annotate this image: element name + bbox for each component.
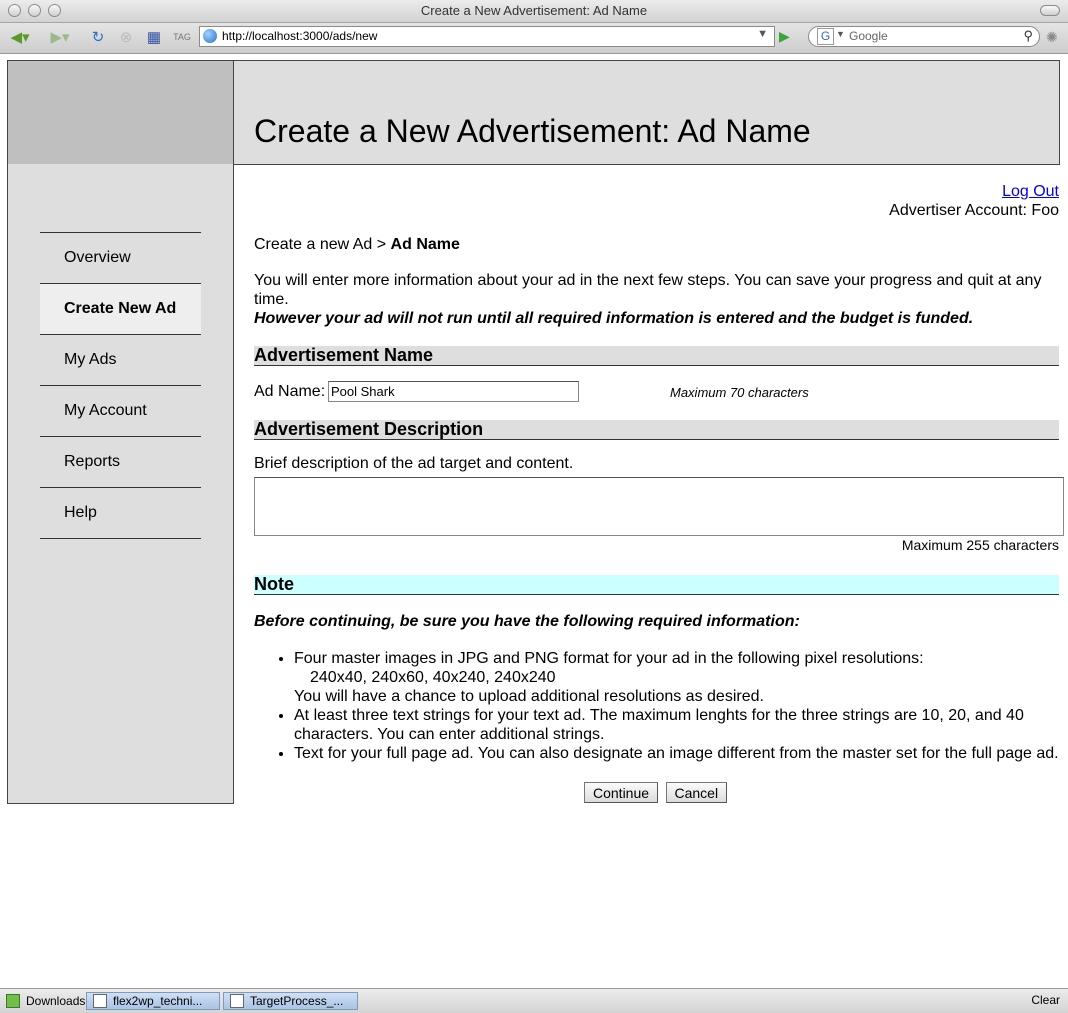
- description-textarea[interactable]: [254, 477, 1064, 536]
- logout-link[interactable]: Log Out: [1002, 183, 1059, 200]
- page-title: Create a New Advertisement: Ad Name: [254, 113, 811, 149]
- ad-name-input[interactable]: [328, 381, 579, 402]
- downloads-button[interactable]: [6, 992, 85, 1010]
- stop-icon[interactable]: ⊗: [119, 29, 133, 46]
- clear-button[interactable]: Clear: [1031, 993, 1060, 1007]
- search-input[interactable]: Google: [849, 29, 888, 43]
- breadcrumb-current: Ad Name: [390, 236, 460, 253]
- downloads-label: Downloads: [26, 994, 86, 1008]
- description-label: Brief description of the ad target and content.: [254, 455, 574, 472]
- intro-text: [254, 271, 1054, 328]
- window-titlebar: [0, 0, 1068, 23]
- download-item-flex2wp[interactable]: [86, 992, 220, 1010]
- cancel-button[interactable]: Cancel: [666, 782, 728, 803]
- section-heading-note: Note: [254, 575, 1059, 595]
- form-buttons: [584, 782, 730, 803]
- document-icon: [230, 994, 244, 1008]
- window-title: Create a New Advertisement: Ad Name: [420, 3, 648, 18]
- go-icon[interactable]: ▶: [779, 28, 790, 44]
- reload-icon[interactable]: ↻: [91, 29, 105, 46]
- requirements-list: [254, 649, 1068, 763]
- globe-icon: [203, 29, 217, 43]
- page-header: [233, 60, 1060, 165]
- back-icon[interactable]: ◀▾: [10, 29, 30, 46]
- breadcrumb: [254, 236, 460, 254]
- loading-spinner-icon: ✺: [1046, 29, 1058, 45]
- download-item-label: flex2wp_techni...: [113, 994, 203, 1008]
- sidebar: [7, 164, 234, 804]
- ad-name-hint: Maximum 70 characters: [670, 385, 809, 400]
- breadcrumb-prefix: Create a new Ad >: [254, 236, 387, 253]
- search-icon[interactable]: ⚲: [1023, 28, 1033, 43]
- document-icon: [93, 994, 107, 1008]
- sidebar-item-my-account[interactable]: My Account: [40, 386, 201, 437]
- section-heading-name: Advertisement Name: [254, 346, 1059, 366]
- sidebar-item-help[interactable]: Help: [40, 488, 201, 539]
- intro-warning: However your ad will not run until all required information is entered and the budget is funded.: [254, 310, 974, 327]
- sidebar-item-my-ads[interactable]: My Ads: [40, 335, 201, 386]
- requirement-images: Four master images in JPG and PNG format for your ad in the following pixel resolutions:: [294, 650, 924, 667]
- sidebar-item-create-new-ad[interactable]: Create New Ad: [40, 284, 201, 335]
- search-engine-dropdown-icon[interactable]: ▼: [836, 29, 845, 39]
- list-item: [294, 744, 1068, 763]
- requirement-full-page: Text for your full page ad. You can also designate an image different from the master set for the full page ad.: [294, 745, 1059, 762]
- web-page: [0, 54, 1068, 984]
- account-label: Advertiser Account: Foo: [889, 202, 1059, 219]
- description-hint: Maximum 255 characters: [901, 537, 1059, 553]
- url-bar[interactable]: [199, 26, 775, 47]
- browser-toolbar: [0, 23, 1068, 54]
- list-item: [294, 649, 1068, 706]
- sidebar-item-reports[interactable]: Reports: [40, 437, 201, 488]
- sidebar-item-overview[interactable]: Overview: [40, 233, 201, 284]
- download-item-targetprocess[interactable]: [223, 992, 358, 1010]
- continue-button[interactable]: Continue: [584, 782, 658, 803]
- downloads-bar: [0, 988, 1068, 1013]
- downloads-icon: [6, 994, 20, 1008]
- note-intro: Before continuing, be sure you have the following required information:: [254, 613, 800, 630]
- bookmark-icon[interactable]: ▦: [146, 29, 162, 46]
- toolbar-toggle-button[interactable]: [1040, 5, 1060, 16]
- intro-paragraph: You will enter more information about your ad in the next few steps. You can save your progress and quit at any time.: [254, 272, 1042, 308]
- list-item: [294, 706, 1068, 744]
- forward-icon[interactable]: ▶▾: [50, 29, 70, 46]
- section-heading-description: Advertisement Description: [254, 420, 1059, 440]
- requirement-text-strings: At least three text strings for your text ad. The maximum lenghts for the three strings are 10, 20, and 40 characters. You can enter additional strings.: [294, 707, 1024, 743]
- account-info: [889, 182, 1059, 220]
- google-icon[interactable]: G: [817, 28, 834, 45]
- chevron-down-icon[interactable]: ▼: [757, 28, 768, 40]
- download-item-label: TargetProcess_...: [250, 994, 344, 1008]
- header-logo-area: [7, 60, 234, 165]
- tag-icon[interactable]: TAG: [173, 32, 191, 42]
- requirement-resolutions: 240x40, 240x60, 40x240, 240x240: [310, 669, 556, 686]
- requirement-images-extra: You will have a chance to upload additional resolutions as desired.: [294, 688, 764, 705]
- search-bar[interactable]: [808, 26, 1040, 47]
- url-text[interactable]: http://localhost:3000/ads/new: [222, 29, 378, 43]
- sidebar-nav: [40, 232, 201, 539]
- ad-name-label: Ad Name:: [254, 383, 326, 400]
